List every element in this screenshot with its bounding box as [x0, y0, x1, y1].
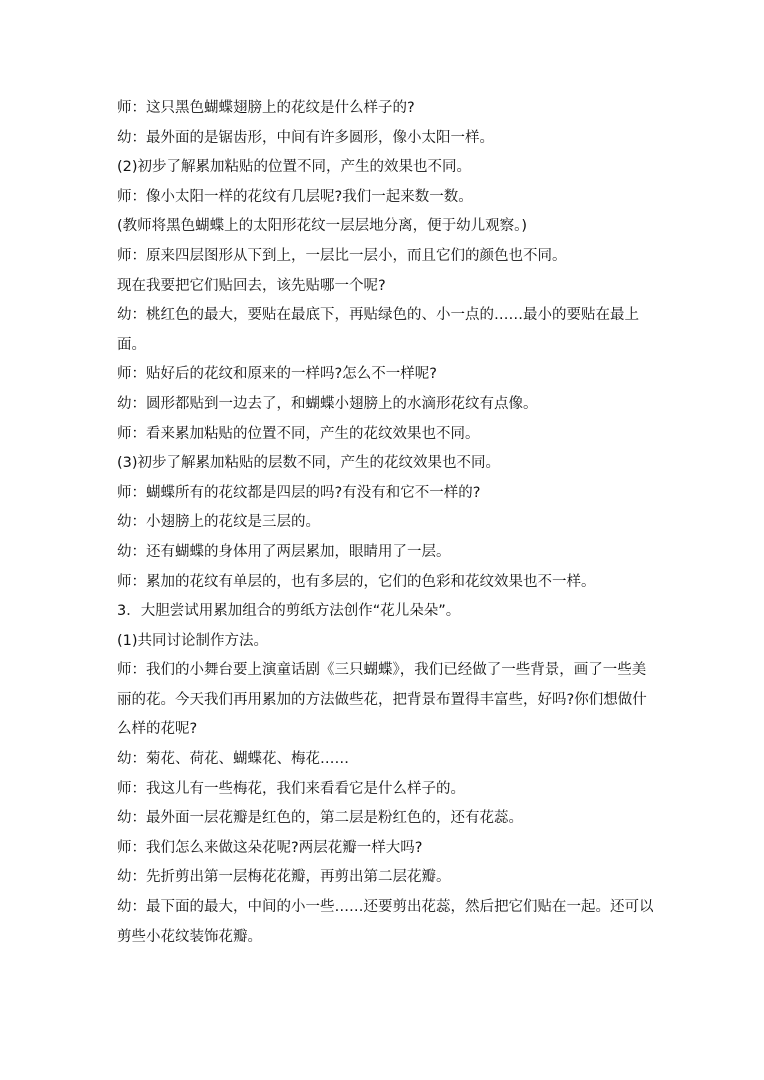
document-body: [117, 94, 657, 952]
paragraph: 幼：最外面一层花瓣是红色的，第二层是粉红色的，还有花蕊。: [117, 810, 523, 827]
paragraph: 师：累加的花纹有单层的，也有多层的，它们的色彩和花纹效果也不一样。: [117, 573, 596, 590]
paragraph: 幼：最外面的是锯齿形，中间有许多圆形，像小太阳一样。: [117, 129, 494, 146]
paragraph: 幼：小翅膀上的花纹是三层的。: [117, 514, 320, 531]
paragraph: 幼：桃红色的最大，要贴在最底下，再贴绿色的、小一点的……最小的要贴在最上面。: [117, 307, 639, 353]
paragraph: 3．大胆尝试用累加组合的剪纸方法创作“花儿朵朵”。: [117, 603, 461, 620]
paragraph: 幼：还有蝴蝶的身体用了两层累加，眼睛用了一层。: [117, 543, 451, 560]
paragraph: 幼：菊花、荷花、蝴蝶花、梅花……: [117, 751, 349, 768]
paragraph: (2)初步了解累加粘贴的位置不同，产生的效果也不同。: [117, 159, 472, 176]
paragraph: 师：我们怎么来做这朵花呢?两层花瓣一样大吗?: [117, 839, 423, 856]
paragraph: 幼：圆形都贴到一边去了，和蝴蝶小翅膀上的水滴形花纹有点像。: [117, 395, 538, 412]
paragraph: 现在我要把它们贴回去，该先贴哪一个呢?: [117, 277, 386, 294]
paragraph: (教师将黑色蝴蝶上的太阳形花纹一层层地分离，便于幼儿观察。): [117, 218, 528, 235]
paragraph: 师：原来四层图形从下到上，一层比一层小，而且它们的颜色也不同。: [117, 247, 567, 264]
paragraph: 师：蝴蝶所有的花纹都是四层的吗?有没有和它不一样的?: [117, 484, 481, 501]
paragraph: 师：我们的小舞台要上演童话剧《三只蝴蝶》，我们已经做了一些背景，画了一些美丽的花。今天我们再用累加的方法做些花，把背景布置得丰富些，好吗?你们想做什么样的花呢?: [117, 662, 647, 738]
paragraph: 师：像小太阳一样的花纹有几层呢?我们一起来数一数。: [117, 188, 473, 205]
paragraph: 师：我这儿有一些梅花，我们来看看它是什么样子的。: [117, 780, 465, 797]
paragraph: 师：这只黑色蝴蝶翅膀上的花纹是什么样子的?: [117, 100, 415, 116]
paragraph: 师：贴好后的花纹和原来的一样吗?怎么不一样呢?: [117, 366, 437, 383]
paragraph: 幼：最下面的最大，中间的小一些……还要剪出花蕊，然后把它们贴在一起。还可以剪些小花纹装饰花瓣。: [117, 899, 654, 945]
paragraph: 幼：先折剪出第一层梅花花瓣，再剪出第二层花瓣。: [117, 869, 451, 886]
paragraph: (1)共同讨论制作方法。: [117, 632, 269, 649]
paragraph: (3)初步了解累加粘贴的层数不同，产生的花纹效果也不同。: [117, 455, 501, 472]
paragraph: 师：看来累加粘贴的位置不同，产生的花纹效果也不同。: [117, 425, 480, 442]
